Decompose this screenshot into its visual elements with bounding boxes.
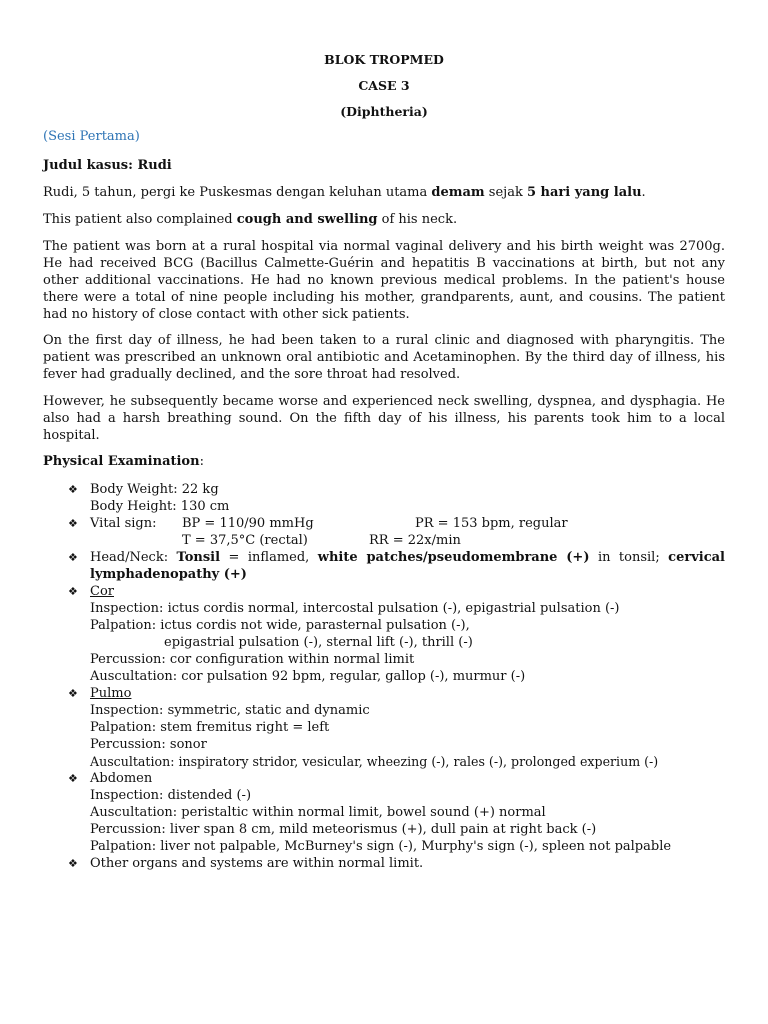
pulmo-inspection: Inspection: symmetric, static and dynamic — [90, 703, 370, 718]
disease-name: (Diphtheria) — [340, 104, 428, 119]
body-height: Body Height: 130 cm — [90, 499, 230, 514]
bullet-icon: ❖ — [68, 585, 78, 598]
abdomen-palpation: Palpation: liver not palpable, McBurney's sign (-), Murphy's sign (-), spleen not palpable — [90, 839, 672, 854]
cor-palpation: Palpation: ictus cordis not wide, parasternal pulsation (-), — [90, 618, 470, 633]
cor-heading: Cor — [90, 584, 114, 599]
pulmo-percussion: Percussion: sonor — [90, 737, 207, 752]
bullet-icon: ❖ — [68, 517, 78, 530]
vital-sign-label: Vital sign: — [90, 516, 157, 531]
pulmo-palpation: Palpation: stem fremitus right = left — [90, 720, 330, 735]
worsening-paragraph: However, he subsequently became worse and experienced neck swelling, dyspnea, and dysphagia. He also had a harsh breathing sound. On the fifth day of his illness, his parents took him to a local hospital. — [43, 394, 725, 443]
temperature: T = 37,5°C (rectal) — [182, 533, 308, 548]
body-weight: Body Weight: 22 kg — [90, 482, 219, 497]
pulmo-auscultation: Auscultation: inspiratory stridor, vesicular, wheezing (-), rales (-), prolonged experium (-) — [90, 754, 659, 769]
cor-palpation-cont: epigastrial pulsation (-), sternal lift (-), thrill (-) — [164, 635, 473, 650]
bullet-icon: ❖ — [68, 772, 78, 785]
bullet-icon: ❖ — [68, 857, 78, 870]
pulse-rate: PR = 153 bpm, regular — [415, 516, 568, 531]
abdomen-auscultation: Auscultation: peristaltic within normal limit, bowel sound (+) normal — [90, 805, 546, 820]
pulmo-heading: Pulmo — [90, 686, 132, 701]
blood-pressure: BP = 110/90 mmHg — [182, 516, 314, 531]
other-organs: Other organs and systems are within normal limit. — [90, 856, 424, 871]
case-title: Judul kasus: Rudi — [43, 158, 172, 173]
bullet-icon: ❖ — [68, 687, 78, 700]
abdomen-heading: Abdomen — [90, 771, 153, 786]
cor-percussion: Percussion: cor configuration within normal limit — [90, 652, 415, 667]
history-paragraph: The patient was born at a rural hospital via normal vaginal delivery and his birth weight was 2700g. He had received BCG (Bacillus Calmette-Guérin and hepatitis B vaccinations at birth, but not any other additional vaccinations. He had no known previous medical problems. In the patient's house there were a total of nine people including his mother, grandparents, aunt, and cousins. The patient had no history of close contact with other sick patients. — [43, 239, 725, 322]
intro-paragraph-1: Rudi, 5 tahun, pergi ke Puskesmas dengan keluhan utama demam sejak 5 hari yang lalu. — [43, 185, 646, 200]
case-number: CASE 3 — [358, 78, 410, 93]
respiratory-rate: RR = 22x/min — [369, 533, 461, 548]
abdomen-percussion: Percussion: liver span 8 cm, mild meteorismus (+), dull pain at right back (-) — [90, 822, 597, 837]
doc-title: BLOK TROPMED — [324, 52, 444, 67]
physical-exam-heading: Physical Examination: — [43, 454, 204, 469]
cor-auscultation: Auscultation: cor pulsation 92 bpm, regular, gallop (-), murmur (-) — [90, 669, 526, 684]
abdomen-inspection: Inspection: distended (-) — [90, 788, 252, 803]
cor-inspection: Inspection: ictus cordis normal, intercostal pulsation (-), epigastrial pulsation (-) — [90, 601, 620, 616]
bullet-icon: ❖ — [68, 551, 78, 564]
illness-paragraph: On the first day of illness, he had been taken to a rural clinic and diagnosed with pharyngitis. The patient was prescribed an unknown oral antibiotic and Acetaminophen. By the third day of illness, his fever had gradually declined, and the sore throat had resolved. — [43, 333, 725, 382]
session-label: (Sesi Pertama) — [43, 129, 140, 144]
bullet-icon: ❖ — [68, 483, 78, 496]
intro-paragraph-2: This patient also complained cough and swelling of his neck. — [43, 212, 458, 227]
lymphadenopathy: lymphadenopathy (+) — [90, 567, 247, 582]
head-neck-finding: Head/Neck: Tonsil = inflamed, white patches/pseudomembrane (+) in tonsil; cervical — [90, 550, 725, 565]
